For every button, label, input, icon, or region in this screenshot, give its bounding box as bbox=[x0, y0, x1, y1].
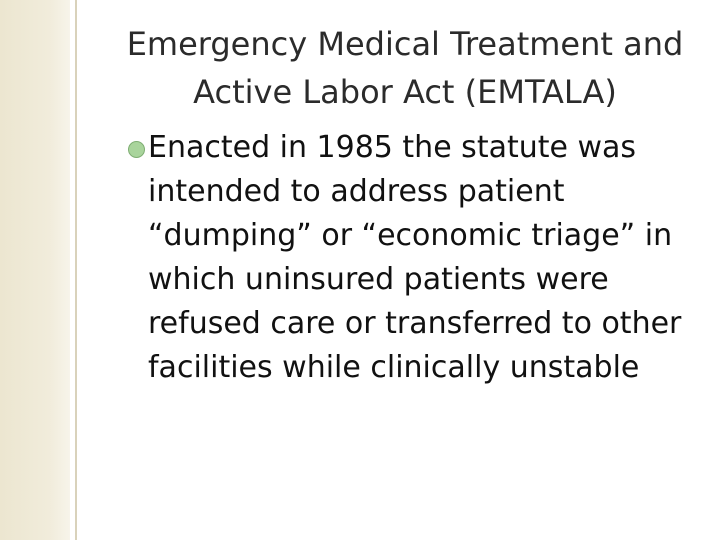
bullet-dot-icon bbox=[128, 141, 145, 158]
bullet-item bbox=[110, 126, 710, 390]
bullet-text: Enacted in 1985 the statute was intended to address patient “dumping” or “economic triage” in which uninsured patients were refused care or transferred to other facilities while clinically unstable bbox=[148, 130, 682, 385]
decorative-side-band bbox=[0, 0, 70, 540]
slide-title bbox=[110, 20, 700, 116]
bullet-list bbox=[110, 126, 710, 390]
decorative-side-line bbox=[75, 0, 77, 540]
slide-title-line-2: Active Labor Act (EMTALA) bbox=[193, 73, 617, 111]
slide-title-line-1: Emergency Medical Treatment and bbox=[126, 25, 684, 63]
